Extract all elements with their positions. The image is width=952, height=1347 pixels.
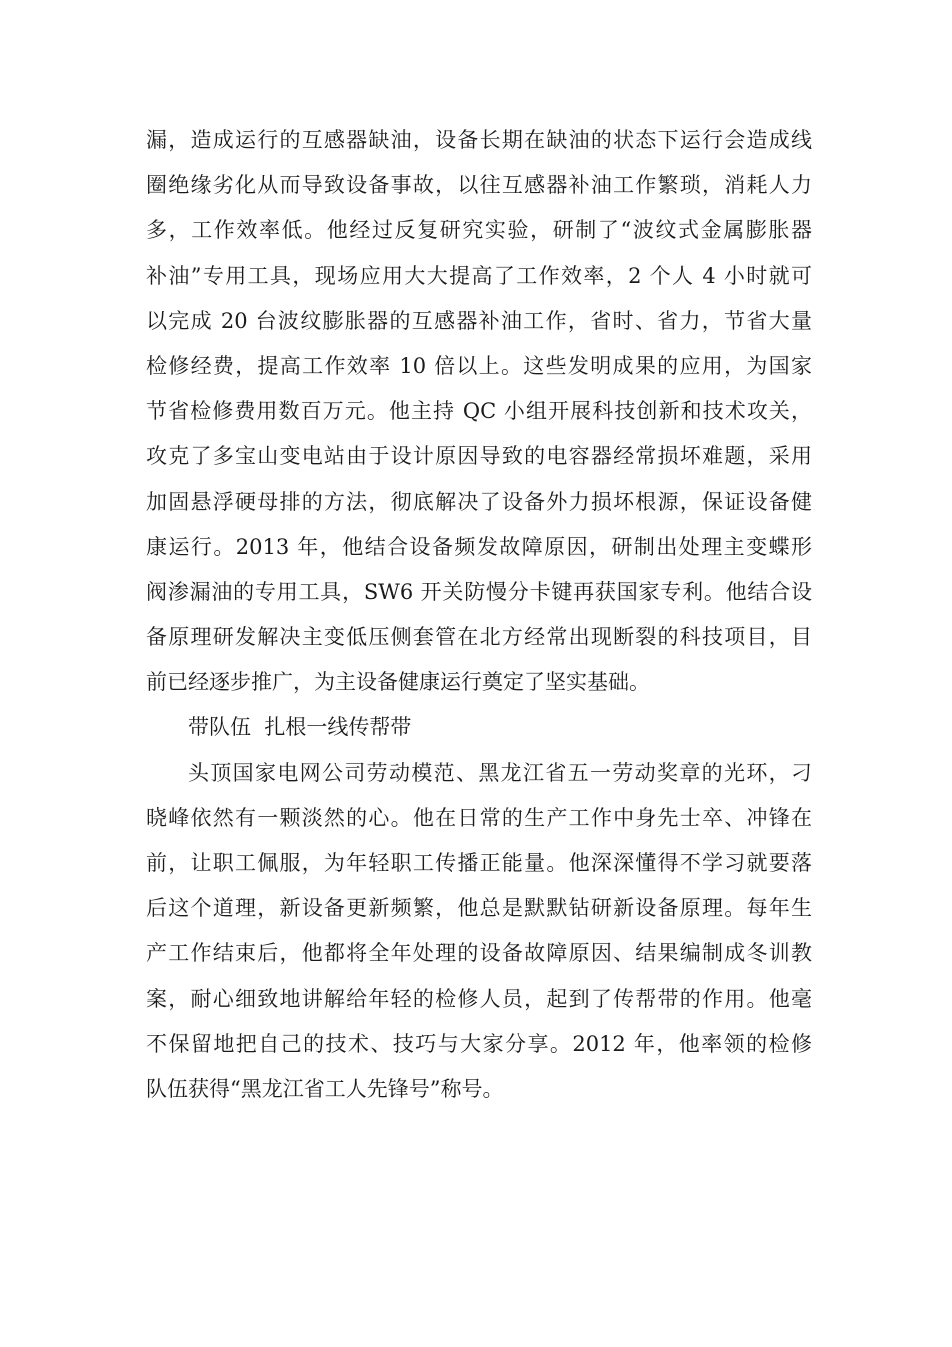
- text-line: 以完成 20 台波纹膨胀器的互感器补油工作，省时、省力，节省大量: [146, 308, 812, 333]
- text-line: 前，让职工佩服，为年轻职工传播正能量。他深深懂得不学习就要落: [146, 851, 812, 875]
- text-line: 队伍获得“黑龙江省工人先锋号”称号。: [146, 1076, 504, 1101]
- text-line: 加固悬浮硬母排的方法，彻底解决了设备外力损坏根源，保证设备健: [146, 489, 812, 514]
- text-line: 备原理研发解决主变低压侧套管在北方经常出现断裂的科技项目，目: [146, 625, 812, 650]
- text-line: 产工作结束后，他都将全年处理的设备故障原因、结果编制成冬训教: [146, 941, 812, 966]
- text-line: 晓峰依然有一颗淡然的心。他在日常的生产工作中身先士卒、冲锋在: [146, 805, 812, 830]
- document-body: [146, 118, 812, 1112]
- paragraph-2: [146, 751, 812, 1113]
- text-line: 康运行。2013 年，他结合设备频发故障原因，研制出处理主变蝶形: [146, 534, 812, 559]
- text-line: 圈绝缘劣化从而导致设备事故，以往互感器补油工作繁琐，消耗人力: [146, 173, 812, 198]
- text-line: 不保留地把自己的技术、技巧与大家分享。2012 年，他率领的检修: [146, 1031, 812, 1056]
- text-line: 节省检修费用数百万元。他主持 QC 小组开展科技创新和技术攻关，: [146, 399, 812, 424]
- text-line: 前已经逐步推广，为主设备健康运行奠定了坚实基础。: [146, 670, 650, 695]
- text-line: 补油”专用工具，现场应用大大提高了工作效率，2 个人 4 小时就可: [146, 263, 812, 288]
- text-line: 攻克了多宝山变电站由于设计原因导致的电容器经常损坏难题，采用: [146, 444, 812, 469]
- text-line: 后这个道理，新设备更新频繁，他总是默默钻研新设备原理。每年生: [146, 896, 812, 921]
- text-line: 头顶国家电网公司劳动模范、黑龙江省五一劳动奖章的光环，刁: [188, 760, 812, 785]
- text-line: 阀渗漏油的专用工具，SW6 开关防慢分卡键再获国家专利。他结合设: [146, 579, 812, 604]
- text-line: 漏，造成运行的互感器缺油，设备长期在缺油的状态下运行会造成线: [146, 128, 812, 152]
- section-heading: 带队伍 扎根一线传帮带: [188, 715, 412, 740]
- text-line: 多，工作效率低。他经过反复研究实验，研制了“波纹式金属膨胀器: [146, 218, 812, 243]
- text-line: 检修经费，提高工作效率 10 倍以上。这些发明成果的应用，为国家: [146, 353, 812, 378]
- paragraph-1: [146, 118, 812, 705]
- text-line: 案，耐心细致地讲解给年轻的检修人员，起到了传帮带的作用。他毫: [146, 986, 812, 1011]
